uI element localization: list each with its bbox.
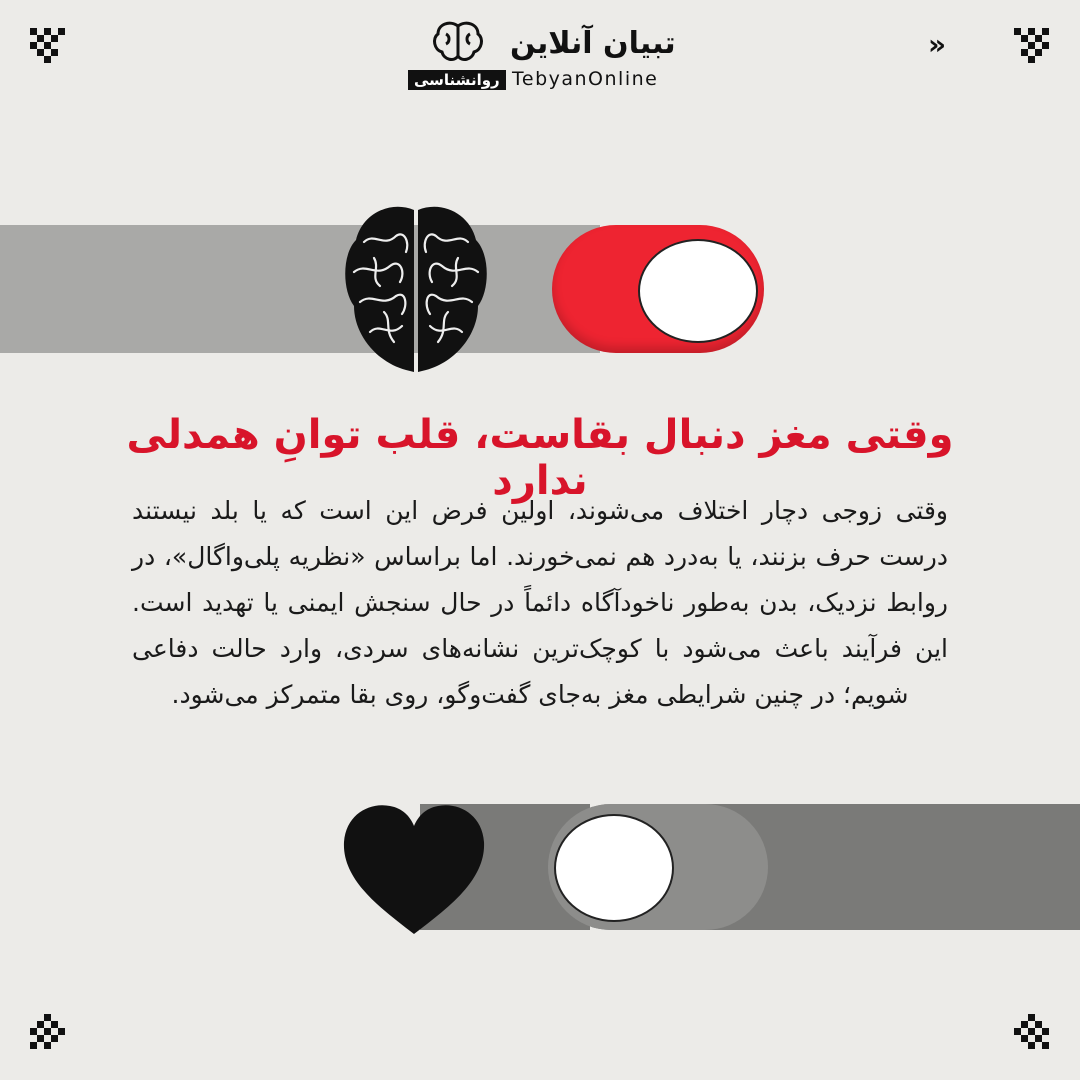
corner-pattern-bottom-right bbox=[1014, 1014, 1050, 1050]
header-logo bbox=[400, 18, 690, 98]
brand-name-fa: تبیان آنلاین bbox=[510, 26, 676, 61]
bottom-toggle-track-front bbox=[548, 804, 768, 930]
top-toggle-knob bbox=[638, 239, 758, 343]
heart-icon bbox=[340, 800, 488, 938]
top-toggle-track[interactable] bbox=[552, 225, 764, 353]
article-headline: وقتی مغز دنبال بقاست، قلب توانِ همدلی ندارد bbox=[126, 412, 954, 504]
brain-icon bbox=[340, 202, 492, 374]
bottom-toggle-knob-front bbox=[554, 814, 674, 922]
double-chevron-icon[interactable]: » bbox=[928, 28, 943, 61]
corner-pattern-bottom-left bbox=[30, 1014, 66, 1050]
brand-name-en: TebyanOnline bbox=[512, 68, 659, 90]
corner-pattern-top-right bbox=[1014, 28, 1050, 64]
section-badge: روانشناسی bbox=[408, 70, 506, 90]
article-body: وقتی زوجی دچار اختلاف می‌شوند، اولین فرض این است که یا بلد نیستند درست حرف بزنند، یا به‌درد هم نمی‌خورند. اما براساس «نظریه پلی‌واگال»، در روابط نزدیک، بدن به‌طور ناخودآگاه دائماً در حال سنجش ایمنی یا تهدید است. این فرآیند باعث می‌شود با کوچک‌ترین نشانه‌های سردی، وارد حالت دفاعی شویم؛ در چنین شرایطی مغز به‌جای گفت‌وگو، روی بقا متمرکز می‌شود. bbox=[132, 496, 948, 709]
brain-logo-icon bbox=[430, 20, 486, 66]
top-band bbox=[0, 225, 600, 353]
corner-pattern-top-left bbox=[30, 28, 66, 64]
